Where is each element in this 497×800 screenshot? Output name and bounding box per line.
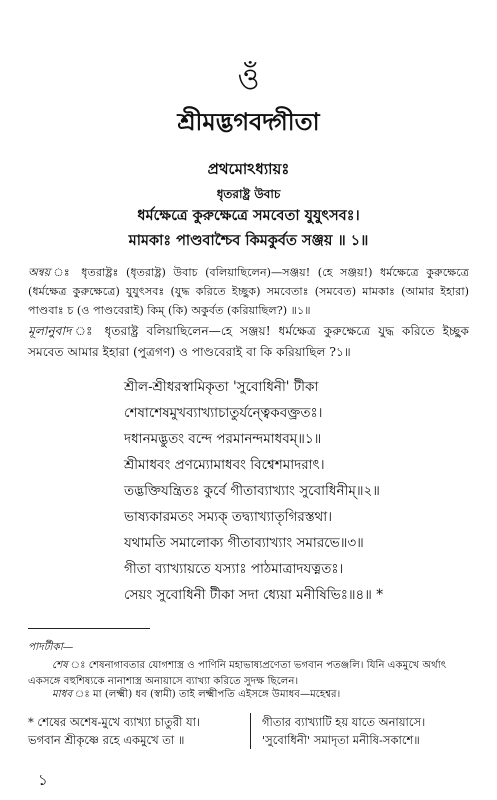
verse-line-1: ধর্মক্ষেত্রে কুরুক্ষেত্রে সমবেতা যুযুৎসবঃ। xyxy=(137,207,360,224)
anvaya-text: ঃ ধৃতরাষ্ট্রঃ (ধৃতরাষ্ট্র) উবাচ (বলিয়াছিলেন)—সঞ্জয়! (হে সঞ্জয়!) ধর্মক্ষেত্রে কুরুক্ষেত্রে (ধর্মক্ষেত্র কুরুক্ষেত্রে) যুযুৎসবঃ (যুদ্ধ করিতে ইচ্ছুক) সমবেতাঃ (সমবেত) মামকাঃ (আমার ইহারা) পাণ্ডবাঃ চ (ও পাণ্ডবেরাই) কিম্ (কি) অকুর্বত (করিয়াছিল?) ॥১॥ xyxy=(28,266,469,317)
commentary-line: শ্রীল-শ্রীধরস্বামিকৃতা 'সুবোধিনী' টীকা xyxy=(124,379,319,395)
translation-text: ঃ ধৃতরাষ্ট্র বলিয়াছিলেন—হে সঞ্জয়! ধর্মক্ষেত্র কুরুক্ষেত্রে যুদ্ধ করিতে ইচ্ছুক সমবেত আমার ইহারা (পুত্রগণ) ও পাণ্ডবেরাই বা কি করিয়াছিল ?১॥ xyxy=(28,324,469,359)
translation-paragraph xyxy=(28,321,469,363)
couplet-line: গীতার ব্যাখ্যাটি হয় যাতে অনায়াসে। xyxy=(262,715,426,729)
commentary-line: শ্রীমাধবং প্রণম্যোমাধবং বিশ্বেশমাদরাৎ। xyxy=(124,457,325,473)
footnote-item xyxy=(28,687,473,703)
footnote-divider xyxy=(28,628,150,629)
couplet-line: 'সুবোধিনী' সমাদৃতা মনীষি-সকাশে॥ xyxy=(262,733,420,747)
om-symbol: ওঁ xyxy=(237,62,260,97)
couplet-line: * শেষের অশেষ-মুখে ব্যাখ্যা চাতুরী যা। xyxy=(28,715,201,729)
speaker-heading: ধৃতরাষ্ট্র উবাচ xyxy=(216,187,281,201)
translation-label: মূলানুবাদ xyxy=(28,324,72,338)
footnote-term: শেষ xyxy=(52,660,68,671)
footnote-item xyxy=(28,658,473,690)
page-number: ১ xyxy=(38,771,48,789)
couplet-right xyxy=(262,713,425,749)
anvaya-paragraph xyxy=(28,263,469,320)
book-title: শ্রীমদ্ভগবদ্গীতা xyxy=(177,107,320,136)
verse-line-2: মামকাঃ পাণ্ডবাশ্চৈব কিমকুর্বত সঞ্জয় ॥ ১॥ xyxy=(128,232,369,249)
couplet-divider xyxy=(250,713,251,749)
couplet-left xyxy=(28,713,200,749)
commentary-line: গীতা ব্যাখ্যায়তে যস্যাঃ পাঠমাত্রাদযত্নতঃ। xyxy=(124,561,344,577)
commentary-line: যথামতি সমালোক্য গীতাব্যাখ্যাং সমারভে॥৩॥ xyxy=(124,535,364,551)
chapter-heading: প্রথমোঽধ্যায়ঃ xyxy=(207,160,290,178)
commentary-line: শেষাশেষমুখব্যাখ্যাচাতুর্যন্ত্বেকবক্ত্রতঃ। xyxy=(124,405,323,421)
commentary-line: ভাষ্যকারমতং সম্যক্ তদ্ব্যাখ্যাতৃগিরস্তথা। xyxy=(124,509,333,525)
commentary-line: দধানমদ্ভুতং বন্দে পরমানন্দমাধবম্॥১॥ xyxy=(124,431,322,447)
footnote-term: মাধব xyxy=(52,689,72,700)
couplet-line: ভগবান শ্রীকৃষ্ণে রহে একমুখে তা ॥ xyxy=(28,733,185,747)
footnote-text: ঃ মা (লক্ষ্মী) ধব (স্বামী) তাই লক্ষ্মীপতি এইসঙ্গে উমাধব—মহেশ্বর। xyxy=(72,689,341,700)
commentary-line: সেয়ং সুবোধিনী টীকা সদা ধ্যেয়া মনীষিভিঃ॥৪॥ * xyxy=(124,587,383,603)
anvaya-label: অন্বয় xyxy=(28,266,51,279)
footnote-text: ঃ শেষনাগাবতার যোগশাস্ত্র ও পাণিনি মহাভাষ্যপ্রণেতা ভগবান পতঞ্জলি। যিনি একমুখে অর্থাৎ একসঙ্গে বহুশিষ্যকে নানাশাস্ত্র অনায়াসে ব্যাখ্যা করিতে সুদক্ষ ছিলেন। xyxy=(28,660,447,687)
footnote-heading: পাদটীকা— xyxy=(28,641,74,653)
commentary-line: তদ্ভক্তিযন্ত্রিতঃ কুর্বে গীতাব্যাখ্যাং সুবোধিনীম্॥২॥ xyxy=(124,483,380,499)
